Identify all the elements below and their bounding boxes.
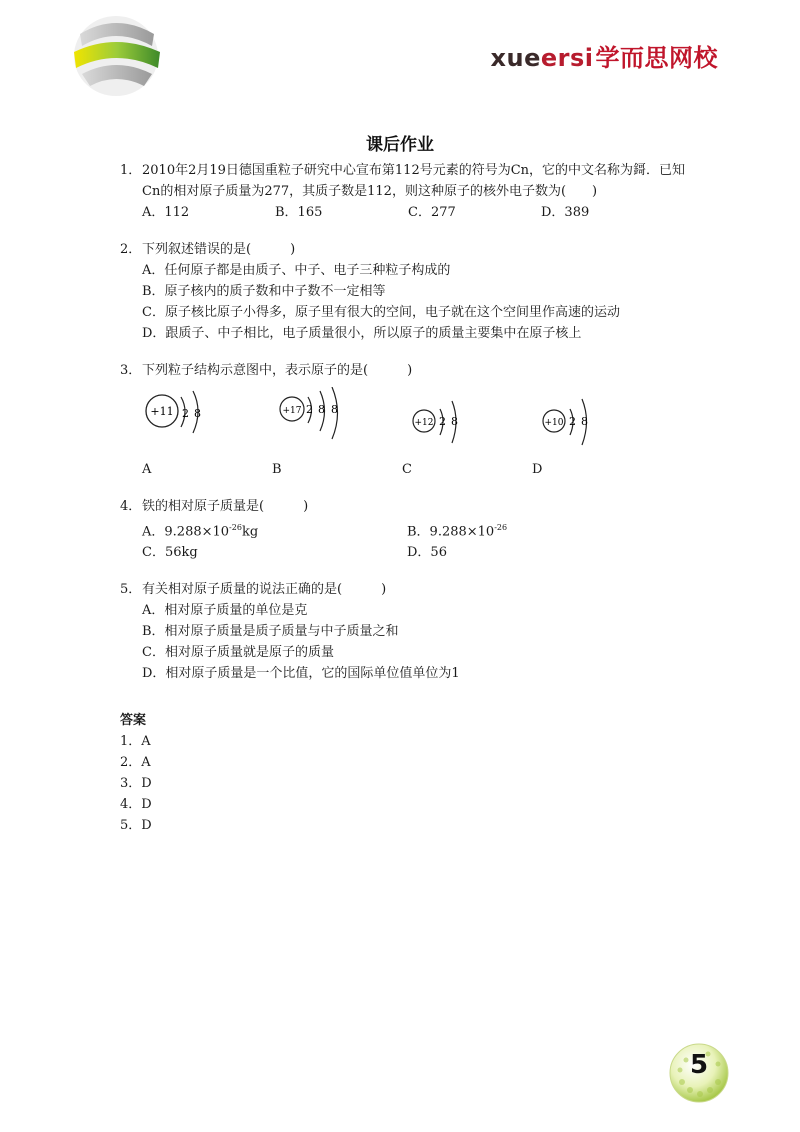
- question-5: [120, 579, 700, 684]
- brand-logo: [491, 38, 718, 73]
- answers-section: [120, 710, 700, 836]
- question-stem: 有关相对原子质量的说法正确的是( ): [142, 582, 387, 598]
- option-b: [407, 517, 672, 542]
- option-c: C．56kg: [142, 545, 198, 561]
- sphere-logo-icon: [64, 12, 168, 100]
- question-1: [120, 160, 700, 223]
- option-d: D．389: [541, 205, 590, 220]
- options: [120, 517, 700, 563]
- nucleus-label: +12: [414, 418, 434, 428]
- brand-cn: 学而思网校: [595, 44, 718, 72]
- answer-item: 5．D: [120, 818, 152, 834]
- option-a-exponent: -26: [229, 523, 242, 532]
- option-b-base: B．9.288×10: [407, 524, 495, 540]
- shell-count: 8: [451, 415, 458, 428]
- option-a: A．相对原子质量的单位是克: [142, 603, 308, 619]
- answer-item: 4．D: [120, 797, 152, 813]
- options: [120, 600, 700, 684]
- question-number: 2．: [120, 242, 142, 257]
- diagram-label-a: A: [142, 462, 152, 477]
- option-d: D．跟质子、中子相比，电子质量很小，所以原子的质量主要集中在原子核上: [142, 326, 582, 341]
- answer-item: 2．A: [120, 755, 151, 771]
- diagram-label-d: D: [532, 462, 543, 477]
- atom-diagram-c: [400, 387, 530, 447]
- question-stem: 下列叙述错误的是( ): [142, 242, 296, 257]
- option-c: C．原子核比原子小得多，原子里有很大的空间，电子就在这个空间里作高速的运动: [142, 305, 620, 320]
- nucleus-label: +11: [150, 405, 174, 418]
- page-title: 课后作业: [366, 135, 434, 155]
- option-c: C．277: [408, 205, 456, 220]
- shell-count: 8: [194, 407, 201, 420]
- option-b: B．165: [275, 205, 323, 220]
- options: [120, 202, 700, 223]
- shell-count: 2: [569, 415, 576, 428]
- question-2: [120, 239, 700, 344]
- question-stem: 2010年2月19日德国重粒子研究中心宣布第112号元素的符号为Cn，它的中文名称为鎶．已知Cn的相对原子质量为277，其质子数是112，则这种原子的核外电子数为( ): [142, 163, 686, 199]
- shell-count: 8: [331, 403, 338, 416]
- answer-item: 3．D: [120, 776, 152, 792]
- content: [120, 160, 700, 836]
- shell-count: 8: [318, 403, 325, 416]
- option-b: B．原子核内的质子数和中子数不一定相等: [142, 284, 386, 299]
- shell-count: 8: [581, 415, 588, 428]
- option-b-exponent: -26: [494, 523, 508, 532]
- atom-diagram-b: [270, 387, 400, 447]
- answer-item: 1．A: [120, 734, 151, 750]
- nucleus-label: +10: [544, 418, 564, 428]
- atom-diagrams: [120, 387, 700, 447]
- option-a: [142, 517, 407, 542]
- nucleus-label: +17: [282, 406, 302, 416]
- option-a-unit: kg: [241, 524, 259, 540]
- page-number: 5: [689, 1050, 709, 1080]
- option-c: C．相对原子质量就是原子的质量: [142, 645, 334, 661]
- question-number: 5．: [120, 582, 142, 598]
- option-d: D．56: [407, 545, 447, 561]
- option-b: B．相对原子质量是质子质量与中子质量之和: [142, 624, 399, 640]
- question-number: 1．: [120, 163, 142, 178]
- option-d: D．相对原子质量是一个比值，它的国际单位值单位为1: [142, 666, 460, 682]
- question-4: [120, 496, 700, 563]
- option-a: A．任何原子都是由质子、中子、电子三种粒子构成的: [142, 263, 451, 278]
- brand-latin-1: xue: [490, 44, 541, 72]
- options: [120, 260, 700, 344]
- atom-diagram-a: [140, 387, 270, 447]
- question-3: [120, 360, 700, 480]
- brand-latin-2: ersi: [540, 44, 594, 72]
- question-stem: 铁的相对原子质量是( ): [142, 499, 309, 514]
- diagram-labels: [120, 459, 700, 480]
- question-number: 4．: [120, 499, 142, 514]
- option-a-base: A．9.288×10: [142, 524, 230, 540]
- answers-title: 答案: [120, 713, 147, 729]
- shell-count: 2: [439, 415, 446, 428]
- shell-count: 2: [182, 407, 189, 420]
- diagram-label-b: B: [272, 462, 282, 477]
- option-a: A．112: [142, 205, 190, 220]
- question-number: 3．: [120, 363, 142, 378]
- shell-count: 2: [306, 403, 313, 416]
- diagram-label-c: C: [402, 462, 412, 477]
- atom-diagram-d: [530, 387, 660, 447]
- question-stem: 下列粒子结构示意图中，表示原子的是( ): [142, 363, 413, 378]
